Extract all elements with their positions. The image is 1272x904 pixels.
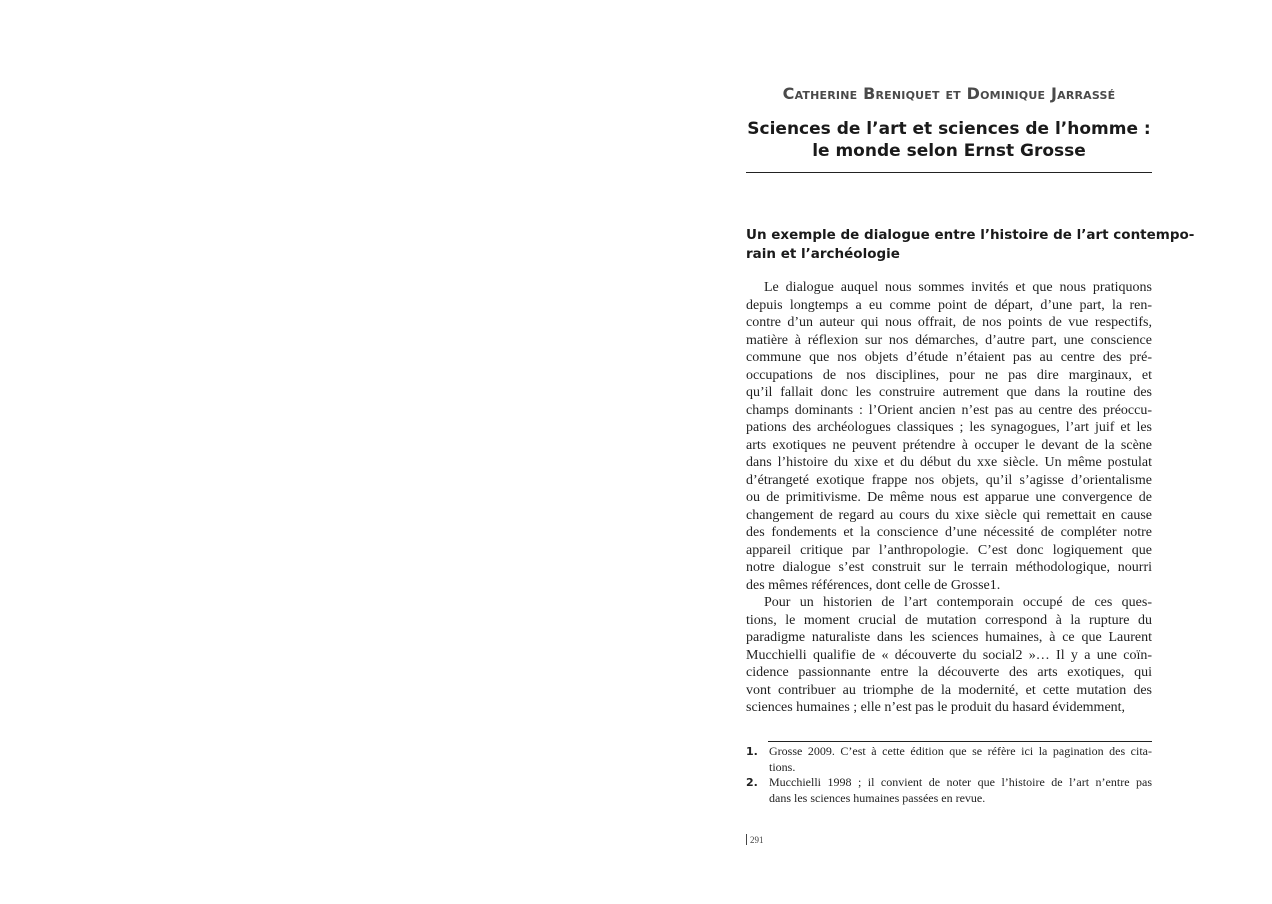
footnote-divider (768, 741, 1152, 742)
body-text-line: vont contribuer au triomphe de la modernité, et cette mutation des (746, 682, 1152, 698)
body-text (746, 279, 1152, 717)
body-text-line: qu’il fallait donc les construire autrement que dans la routine des (746, 385, 1152, 400)
body-text-line: d’étrangeté exotique frappe nos objets, qu’il s’agisse d’orientalisme (746, 472, 1152, 488)
body-text-line: arts exotiques ne peuvent prétendre à occuper le devant de la scène (746, 437, 1152, 453)
section-heading-line-2: rain et l’archéologie (746, 246, 900, 262)
footnote-text-line: tions. (769, 759, 796, 774)
article-title-line-1: Sciences de l’art et sciences de l’homme : (747, 119, 1151, 139)
footnote-1 (746, 744, 1152, 775)
body-text-line: notre dialogue s’est construit sur le terrain méthodologique, nourri (746, 560, 1152, 575)
body-text-line: des mêmes références, dont celle de Grosse1. (746, 577, 1001, 593)
footnote-text-line: Grosse 2009. C’est à cette édition que se réfère ici la pagination des cita- (769, 744, 1152, 758)
page-right (746, 0, 1195, 904)
body-text-line: matière à réflexion sur nos démarches, d’autre part, une conscience (746, 332, 1152, 348)
body-text-line: champs dominants : l’Orient ancien n’est pas au centre des préoccu- (746, 402, 1152, 418)
footnote-number: 2. (746, 776, 758, 789)
section-heading (746, 226, 1195, 264)
footnote-text-line: dans les sciences humaines passées en revue. (769, 790, 986, 805)
page-number (746, 834, 764, 845)
body-text-line: dans l’histoire du xixe et du début du xxe siècle. Un même postulat (746, 455, 1152, 470)
body-text-line: ou de primitivisme. De même nous est apparue une convergence de (746, 490, 1152, 505)
article-title-line-2: le monde selon Ernst Grosse (812, 141, 1086, 161)
article-authors: Catherine Breniquet et Dominique Jarrassé (782, 84, 1116, 103)
body-text-line: Le dialogue auquel nous sommes invités et que nous pratiquons (764, 280, 1152, 295)
body-text-line: contre d’un auteur qui nous offrait, de nos points de vue respectifs, (746, 315, 1152, 330)
body-text-line: Mucchielli qualifie de « découverte du social2 »… Il y a une coïn- (746, 647, 1152, 663)
body-text-line: depuis longtemps a eu comme point de départ, d’une part, la ren- (746, 297, 1152, 313)
body-text-line: pations des archéologues classiques ; les synagogues, l’art juif et les (746, 420, 1152, 435)
body-text-line: tions, le moment crucial de mutation correspond à la rupture du (746, 612, 1152, 628)
footnotes (746, 744, 1152, 806)
body-text-line: changement de regard au cours du xixe siècle qui remettait en cause (746, 507, 1152, 523)
body-text-line: sciences humaines ; elle n’est pas le produit du hasard évidemment, (746, 700, 1126, 715)
body-text-line: commune que nos objets d’étude n’étaient pas au centre des pré- (746, 350, 1152, 365)
footnote-number: 1. (746, 745, 758, 758)
body-text-line: appareil critique par l’anthropologie. C’est donc logiquement que (746, 542, 1152, 558)
title-divider (746, 172, 1152, 173)
body-text-line: Pour un historien de l’art contemporain occupé de ces ques- (764, 595, 1152, 610)
page-number-bar (746, 834, 747, 845)
body-text-line: cidence passionnante entre la découverte des arts exotiques, qui (746, 665, 1152, 680)
body-text-line: occupations de nos disciplines, pour ne pas dire marginaux, et (746, 367, 1152, 383)
body-text-line: paradigme naturaliste dans les sciences humaines, à ce que Laurent (746, 630, 1152, 645)
article-title (746, 118, 1152, 162)
footnote-text-line: Mucchielli 1998 ; il convient de noter que l’histoire de l’art n’entre pas (769, 775, 1152, 789)
section-heading-line-1: Un exemple de dialogue entre l’histoire de l’art contempo- (746, 227, 1195, 243)
body-text-line: des fondements et la conscience d’une nécessité de compléter notre (746, 525, 1152, 540)
page-number-value: 291 (750, 835, 764, 845)
footnote-2 (746, 775, 1152, 806)
